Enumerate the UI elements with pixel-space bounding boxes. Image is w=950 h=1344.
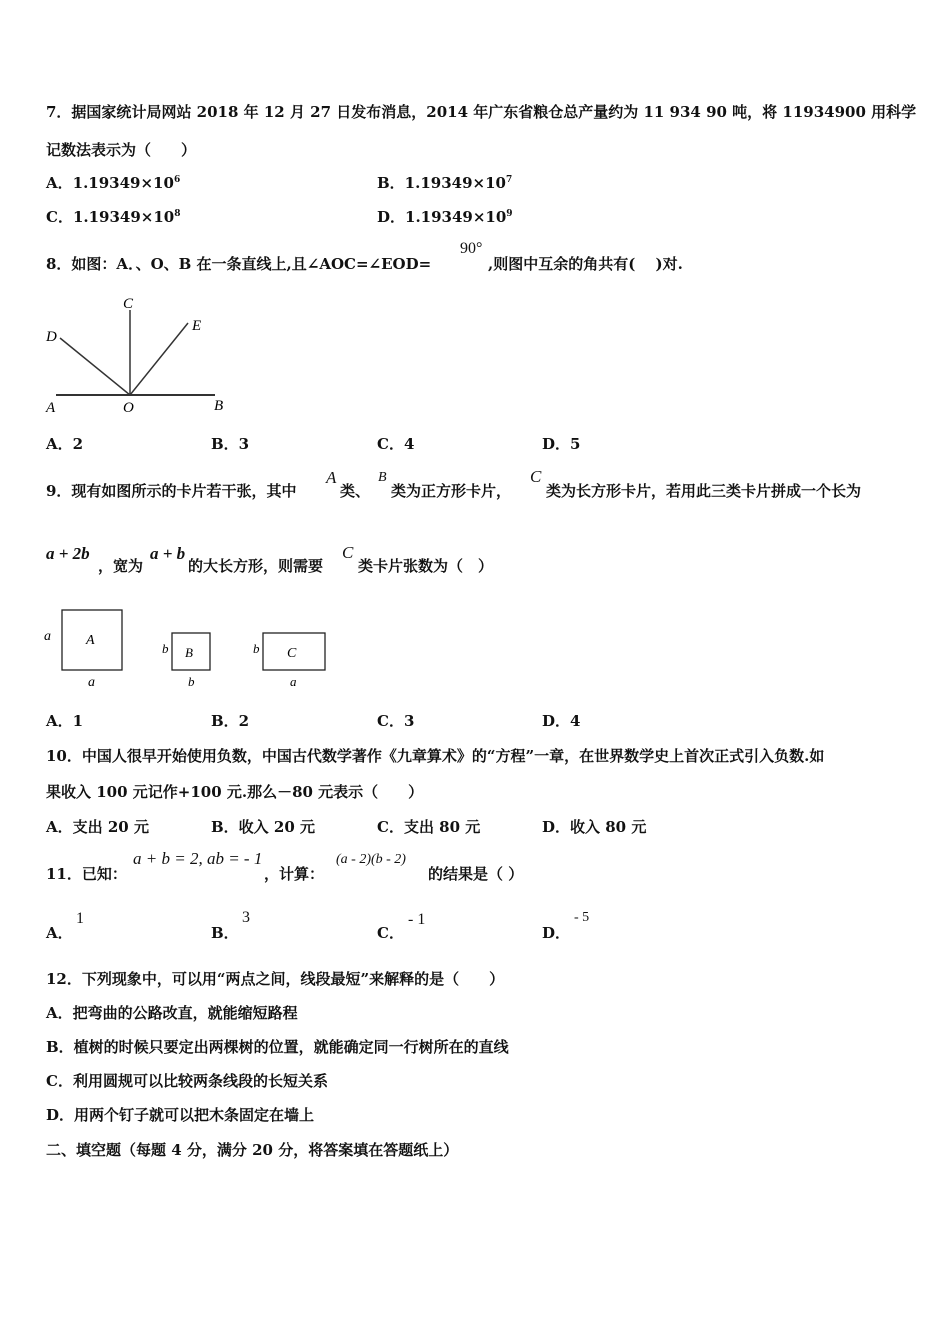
q10-stem-line1: 10．中国人很早开始使用负数，中国古代数学著作《九章算术》的“方程”一章，在世界数学史上首次正式引入负数.如	[46, 747, 825, 765]
q9-option-c: C．3	[377, 712, 415, 730]
fig-label-d: D	[46, 329, 57, 345]
fig-label-a: A	[46, 400, 56, 416]
q9-option-a: A．1	[46, 712, 84, 730]
card-a-side: a	[44, 629, 51, 644]
fig-label-e: E	[192, 318, 202, 334]
card-b-side: b	[162, 641, 169, 656]
q11-option-b-value: 3	[242, 909, 250, 926]
q9-stem-part6: 的大长方形，则需要	[188, 557, 324, 575]
card-c-bottom: a	[290, 674, 297, 689]
q8-angle-figure	[40, 290, 240, 420]
q11-option-c-value: - 1	[408, 911, 426, 928]
q9-var-b: B	[378, 470, 387, 485]
fig-label-b: B	[214, 398, 224, 414]
q12-option-b: B．植树的时候只要定出两棵树的位置，就能确定同一行树所在的直线	[46, 1038, 509, 1056]
q9-stem-part5: ，宽为	[98, 557, 144, 575]
q9-stem-part2: 类、	[340, 482, 371, 500]
q8-stem-post: ,则图中互余的角共有( )对.	[488, 255, 683, 273]
q8-option-c: C．4	[377, 435, 415, 453]
q8-option-a: A．2	[46, 435, 84, 453]
q11-option-a: A．	[46, 924, 73, 942]
q11-option-d-value: - 5	[574, 910, 590, 925]
fig-label-o: O	[123, 400, 134, 416]
card-a-label: A	[86, 633, 95, 648]
q8-option-b: B．3	[211, 435, 250, 453]
section-2-heading: 二、填空题（每题 4 分，满分 20 分，将答案填在答题纸上）	[46, 1141, 459, 1159]
q9-stem-part4: 类为长方形卡片，若用此三类卡片拼成一个长为	[546, 482, 862, 500]
q9-var-c: C	[530, 467, 542, 486]
q7-stem-line2: 记数法表示为（ ）	[46, 141, 197, 159]
q10-option-b: B．收入 20 元	[211, 818, 315, 836]
q7-stem-line1: 7．据国家统计局网站 2018 年 12 月 27 日发布消息，2014 年广东省粮仓总产量约为 11 934 90 吨，将 11934900 用科学	[46, 103, 917, 121]
q9-width-expr: a + b	[150, 544, 186, 563]
q8-angle: 90°	[460, 240, 483, 257]
q9-cards-figure	[40, 600, 340, 695]
q11-option-a-value: 1	[76, 910, 84, 927]
q11-option-c: C．	[377, 924, 404, 942]
q10-option-c: C．支出 80 元	[377, 818, 481, 836]
q9-stem-part7: 类卡片张数为（ ）	[358, 557, 494, 575]
q9-option-d: D．4	[542, 712, 581, 730]
q12-option-a: A．把弯曲的公路改直，就能缩短路程	[46, 1004, 298, 1022]
card-b-bottom: b	[188, 674, 195, 689]
q11-condition: a + b = 2, ab = - 1	[133, 849, 263, 868]
card-a-bottom: a	[88, 675, 95, 690]
q11-stem-mid: ，计算：	[264, 865, 325, 883]
q12-stem: 12．下列现象中，可以用“两点之间，线段最短”来解释的是（ ）	[46, 970, 505, 988]
q10-option-d: D．收入 80 元	[542, 818, 647, 836]
q12-option-c: C．利用圆规可以比较两条线段的长短关系	[46, 1072, 328, 1090]
q10-option-a: A．支出 20 元	[46, 818, 149, 836]
q12-option-d: D．用两个钉子就可以把木条固定在墙上	[46, 1106, 315, 1124]
q10-stem-line2: 果收入 100 元记作+100 元.那么－80 元表示（ ）	[46, 783, 424, 801]
q7-option-b: B．$1.19349\times 10^7$	[377, 174, 513, 192]
q8-stem-pre: 8．如图：A．、O、B 在一条直线上,且∠AOC=∠EOD=	[46, 255, 432, 273]
card-c-label: C	[287, 646, 297, 661]
q7-option-c: C．$1.19349\times 10^8$	[46, 208, 181, 226]
q11-stem-post: 的结果是（ ）	[428, 865, 524, 883]
q11-option-b: B．	[211, 924, 239, 942]
q11-stem-pre: 11．已知：	[46, 865, 127, 883]
q8-option-d: D．5	[542, 435, 581, 453]
fig-label-c: C	[123, 296, 134, 312]
card-b-label: B	[185, 645, 193, 660]
q9-var-c2: C	[342, 543, 354, 562]
q9-var-a: A	[326, 468, 337, 487]
q11-expression: (a - 2)(b - 2)	[336, 852, 406, 867]
q9-option-b: B．2	[211, 712, 250, 730]
q9-stem-part1: 9．现有如图所示的卡片若干张，其中	[46, 482, 297, 500]
q11-option-d: D．	[542, 924, 571, 942]
q7-option-a: A．$1.19349\times 10^6$	[46, 174, 181, 192]
q9-stem-part3: 类为正方形卡片，	[391, 482, 512, 500]
q7-option-d: D．$1.19349\times 10^9$	[377, 208, 513, 226]
q9-length-expr: a + 2b	[46, 544, 90, 563]
card-c-side: b	[253, 641, 260, 656]
